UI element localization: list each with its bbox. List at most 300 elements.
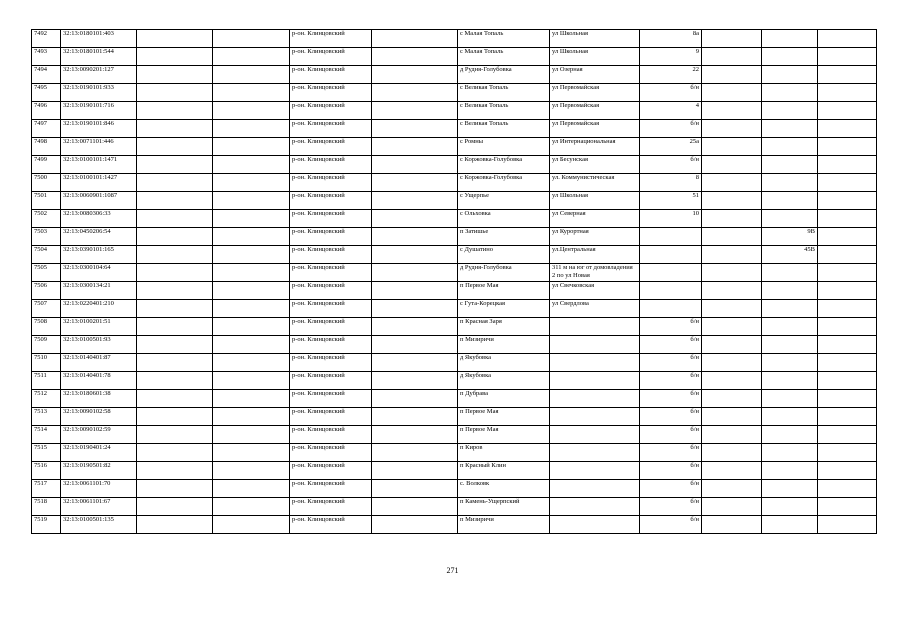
house-number-cell: б/н [640, 84, 702, 102]
empty-cell-cell [213, 282, 290, 300]
locality-cell: п Красный Клин [458, 462, 550, 480]
cadastral-number-cell: 32:13:0100501:135 [61, 516, 137, 534]
row-number-cell: 7513 [32, 408, 61, 426]
empty-cell-cell [702, 516, 762, 534]
empty-cell-cell [818, 498, 877, 516]
empty-cell-cell [137, 516, 213, 534]
empty-cell-cell [213, 192, 290, 210]
building-number-cell [762, 516, 818, 534]
empty-cell-cell [213, 30, 290, 48]
empty-cell-cell [372, 282, 458, 300]
empty-cell-cell [213, 354, 290, 372]
register-sheet [31, 29, 877, 534]
locality-cell: с Малая Топаль [458, 48, 550, 66]
district-cell: р-он. Клинцовский [290, 228, 372, 246]
table-row [32, 462, 877, 480]
row-number-cell: 7505 [32, 264, 61, 282]
cadastral-number-cell: 32:13:0061101:70 [61, 480, 137, 498]
empty-cell-cell [702, 336, 762, 354]
empty-cell-cell [213, 516, 290, 534]
empty-cell-cell [702, 390, 762, 408]
empty-cell-cell [702, 246, 762, 264]
cadastral-number-cell: 32:13:0140401:87 [61, 354, 137, 372]
empty-cell-cell [818, 318, 877, 336]
locality-cell: д Якубовка [458, 354, 550, 372]
empty-cell-cell [818, 462, 877, 480]
table-row [32, 102, 877, 120]
empty-cell-cell [213, 300, 290, 318]
house-number-cell: 51 [640, 192, 702, 210]
district-cell: р-он. Клинцовский [290, 372, 372, 390]
street-cell: ул Первомайская [550, 84, 640, 102]
empty-cell-cell [137, 156, 213, 174]
building-number-cell [762, 264, 818, 282]
empty-cell-cell [372, 498, 458, 516]
building-number-cell [762, 192, 818, 210]
empty-cell-cell [702, 462, 762, 480]
district-cell: р-он. Клинцовский [290, 120, 372, 138]
empty-cell-cell [372, 480, 458, 498]
row-number-cell: 7512 [32, 390, 61, 408]
empty-cell-cell [818, 66, 877, 84]
locality-cell: с Ольховка [458, 210, 550, 228]
district-cell: р-он. Клинцовский [290, 30, 372, 48]
empty-cell-cell [213, 336, 290, 354]
row-number-cell: 7496 [32, 102, 61, 120]
empty-cell-cell [213, 390, 290, 408]
district-cell: р-он. Клинцовский [290, 336, 372, 354]
empty-cell-cell [137, 480, 213, 498]
building-number-cell [762, 156, 818, 174]
street-cell [550, 318, 640, 336]
table-row [32, 480, 877, 498]
empty-cell-cell [372, 84, 458, 102]
empty-cell-cell [372, 138, 458, 156]
district-cell: р-он. Клинцовский [290, 282, 372, 300]
locality-cell: п Мизиричи [458, 336, 550, 354]
table-row [32, 282, 877, 300]
empty-cell-cell [137, 174, 213, 192]
building-number-cell [762, 84, 818, 102]
building-number-cell [762, 408, 818, 426]
empty-cell-cell [137, 138, 213, 156]
empty-cell-cell [213, 102, 290, 120]
house-number-cell: б/н [640, 318, 702, 336]
row-number-cell: 7518 [32, 498, 61, 516]
street-cell [550, 444, 640, 462]
empty-cell-cell [818, 282, 877, 300]
district-cell: р-он. Клинцовский [290, 156, 372, 174]
cadastral-number-cell: 32:13:0300104:64 [61, 264, 137, 282]
cadastral-number-cell: 32:13:0180101:403 [61, 30, 137, 48]
street-cell: ул Первомайская [550, 120, 640, 138]
row-number-cell: 7502 [32, 210, 61, 228]
table-row [32, 354, 877, 372]
empty-cell-cell [372, 390, 458, 408]
empty-cell-cell [372, 264, 458, 282]
table-row [32, 48, 877, 66]
empty-cell-cell [213, 246, 290, 264]
house-number-cell: б/н [640, 498, 702, 516]
house-number-cell: 4 [640, 102, 702, 120]
building-number-cell [762, 426, 818, 444]
empty-cell-cell [372, 30, 458, 48]
empty-cell-cell [372, 48, 458, 66]
table-row [32, 228, 877, 246]
empty-cell-cell [818, 390, 877, 408]
empty-cell-cell [818, 84, 877, 102]
building-number-cell [762, 318, 818, 336]
building-number-cell [762, 48, 818, 66]
empty-cell-cell [213, 66, 290, 84]
locality-cell: п Дубрава [458, 390, 550, 408]
building-number-cell [762, 282, 818, 300]
empty-cell-cell [818, 174, 877, 192]
empty-cell-cell [137, 354, 213, 372]
empty-cell-cell [702, 174, 762, 192]
empty-cell-cell [137, 408, 213, 426]
cadastral-number-cell: 32:13:0190501:82 [61, 462, 137, 480]
district-cell: р-он. Клинцовский [290, 498, 372, 516]
cadastral-number-cell: 32:13:0080306:33 [61, 210, 137, 228]
street-cell: ул.Центральная [550, 246, 640, 264]
locality-cell: с Великая Топаль [458, 102, 550, 120]
cadastral-number-cell: 32:13:0220401:210 [61, 300, 137, 318]
district-cell: р-он. Клинцовский [290, 66, 372, 84]
empty-cell-cell [702, 318, 762, 336]
district-cell: р-он. Клинцовский [290, 300, 372, 318]
locality-cell: с Великая Топаль [458, 84, 550, 102]
table-row [32, 390, 877, 408]
table-row [32, 444, 877, 462]
empty-cell-cell [702, 444, 762, 462]
empty-cell-cell [372, 120, 458, 138]
building-number-cell [762, 462, 818, 480]
locality-cell: с. Волковк [458, 480, 550, 498]
district-cell: р-он. Клинцовский [290, 246, 372, 264]
district-cell: р-он. Клинцовский [290, 354, 372, 372]
house-number-cell: б/н [640, 390, 702, 408]
empty-cell-cell [702, 192, 762, 210]
empty-cell-cell [372, 228, 458, 246]
street-cell: ул Бесунская [550, 156, 640, 174]
cadastral-number-cell: 32:13:0061101:67 [61, 498, 137, 516]
empty-cell-cell [702, 228, 762, 246]
empty-cell-cell [137, 66, 213, 84]
row-number-cell: 7509 [32, 336, 61, 354]
table-row [32, 300, 877, 318]
locality-cell: с Гута-Корецкая [458, 300, 550, 318]
empty-cell-cell [213, 318, 290, 336]
building-number-cell [762, 300, 818, 318]
empty-cell-cell [702, 138, 762, 156]
street-cell: ул Школьная [550, 48, 640, 66]
empty-cell-cell [213, 264, 290, 282]
empty-cell-cell [213, 174, 290, 192]
empty-cell-cell [702, 102, 762, 120]
district-cell: р-он. Клинцовский [290, 102, 372, 120]
empty-cell-cell [372, 300, 458, 318]
house-number-cell [640, 282, 702, 300]
house-number-cell: б/н [640, 462, 702, 480]
empty-cell-cell [372, 66, 458, 84]
house-number-cell: б/н [640, 480, 702, 498]
empty-cell-cell [818, 228, 877, 246]
row-number-cell: 7493 [32, 48, 61, 66]
district-cell: р-он. Клинцовский [290, 462, 372, 480]
street-cell: 311 м на юг от домовладения 2 по ул Новая [550, 264, 640, 282]
empty-cell-cell [137, 246, 213, 264]
empty-cell-cell [213, 372, 290, 390]
empty-cell-cell [818, 372, 877, 390]
empty-cell-cell [213, 426, 290, 444]
table-row [32, 264, 877, 282]
empty-cell-cell [702, 30, 762, 48]
house-number-cell [640, 246, 702, 264]
row-number-cell: 7508 [32, 318, 61, 336]
street-cell: ул Курортная [550, 228, 640, 246]
empty-cell-cell [818, 138, 877, 156]
building-number-cell [762, 444, 818, 462]
empty-cell-cell [818, 246, 877, 264]
empty-cell-cell [213, 498, 290, 516]
empty-cell-cell [702, 408, 762, 426]
empty-cell-cell [372, 156, 458, 174]
empty-cell-cell [818, 354, 877, 372]
cadastral-number-cell: 32:13:0300134:21 [61, 282, 137, 300]
cadastral-number-cell: 32:13:0450206:54 [61, 228, 137, 246]
locality-cell: д Якубовка [458, 372, 550, 390]
house-number-cell: б/н [640, 120, 702, 138]
empty-cell-cell [702, 48, 762, 66]
empty-cell-cell [818, 408, 877, 426]
row-number-cell: 7515 [32, 444, 61, 462]
empty-cell-cell [818, 426, 877, 444]
empty-cell-cell [137, 300, 213, 318]
street-cell: ул. Коммунистическая [550, 174, 640, 192]
empty-cell-cell [818, 210, 877, 228]
table-row [32, 246, 877, 264]
empty-cell-cell [818, 102, 877, 120]
cadastral-number-cell: 32:13:0100201:51 [61, 318, 137, 336]
locality-cell: п Камень-Ущерпский [458, 498, 550, 516]
building-number-cell [762, 210, 818, 228]
empty-cell-cell [137, 372, 213, 390]
empty-cell-cell [702, 210, 762, 228]
building-number-cell [762, 102, 818, 120]
cadastral-number-cell: 32:13:0140401:78 [61, 372, 137, 390]
district-cell: р-он. Клинцовский [290, 408, 372, 426]
locality-cell: с Коржовка-Голубовка [458, 156, 550, 174]
empty-cell-cell [137, 192, 213, 210]
empty-cell-cell [137, 102, 213, 120]
row-number-cell: 7495 [32, 84, 61, 102]
row-number-cell: 7519 [32, 516, 61, 534]
building-number-cell [762, 174, 818, 192]
empty-cell-cell [137, 84, 213, 102]
empty-cell-cell [818, 516, 877, 534]
locality-cell: с Ромны [458, 138, 550, 156]
building-number-cell: 45В [762, 246, 818, 264]
empty-cell-cell [213, 84, 290, 102]
row-number-cell: 7510 [32, 354, 61, 372]
empty-cell-cell [213, 138, 290, 156]
building-number-cell [762, 336, 818, 354]
empty-cell-cell [213, 48, 290, 66]
table-row [32, 426, 877, 444]
district-cell: р-он. Клинцовский [290, 516, 372, 534]
table-row [32, 372, 877, 390]
street-cell: ул Свердлова [550, 300, 640, 318]
empty-cell-cell [702, 300, 762, 318]
table-row [32, 210, 877, 228]
empty-cell-cell [213, 480, 290, 498]
house-number-cell: б/н [640, 354, 702, 372]
cadastral-number-cell: 32:13:0100501:93 [61, 336, 137, 354]
district-cell: р-он. Клинцовский [290, 480, 372, 498]
empty-cell-cell [372, 318, 458, 336]
cadastral-number-cell: 32:13:0190101:716 [61, 102, 137, 120]
table-row [32, 192, 877, 210]
locality-cell: д Рудня-Голубовка [458, 264, 550, 282]
table-row [32, 120, 877, 138]
empty-cell-cell [213, 462, 290, 480]
cadastral-number-cell: 32:13:0090102:59 [61, 426, 137, 444]
cadastral-number-cell: 32:13:0090201:127 [61, 66, 137, 84]
empty-cell-cell [137, 426, 213, 444]
cadastral-number-cell: 32:13:0390101:165 [61, 246, 137, 264]
building-number-cell [762, 390, 818, 408]
empty-cell-cell [818, 192, 877, 210]
empty-cell-cell [818, 30, 877, 48]
cadastral-number-cell: 32:13:0071101:446 [61, 138, 137, 156]
empty-cell-cell [372, 210, 458, 228]
empty-cell-cell [702, 480, 762, 498]
row-number-cell: 7516 [32, 462, 61, 480]
row-number-cell: 7500 [32, 174, 61, 192]
table-row [32, 318, 877, 336]
locality-cell: п Первое Мая [458, 408, 550, 426]
empty-cell-cell [137, 498, 213, 516]
empty-cell-cell [372, 102, 458, 120]
empty-cell-cell [137, 48, 213, 66]
empty-cell-cell [137, 390, 213, 408]
house-number-cell: б/н [640, 336, 702, 354]
street-cell [550, 390, 640, 408]
district-cell: р-он. Клинцовский [290, 390, 372, 408]
empty-cell-cell [137, 444, 213, 462]
locality-cell: с Великая Топаль [458, 120, 550, 138]
row-number-cell: 7492 [32, 30, 61, 48]
street-cell [550, 336, 640, 354]
locality-cell: с Душатино [458, 246, 550, 264]
empty-cell-cell [213, 408, 290, 426]
locality-cell: п Киров [458, 444, 550, 462]
house-number-cell: 9 [640, 48, 702, 66]
empty-cell-cell [372, 516, 458, 534]
empty-cell-cell [213, 156, 290, 174]
empty-cell-cell [372, 444, 458, 462]
building-number-cell [762, 498, 818, 516]
locality-cell: п Затишье [458, 228, 550, 246]
empty-cell-cell [372, 192, 458, 210]
table-row [32, 66, 877, 84]
empty-cell-cell [818, 300, 877, 318]
cadastral-number-cell: 32:13:0190101:933 [61, 84, 137, 102]
street-cell: ул Школьная [550, 30, 640, 48]
empty-cell-cell [137, 336, 213, 354]
house-number-cell [640, 228, 702, 246]
row-number-cell: 7506 [32, 282, 61, 300]
district-cell: р-он. Клинцовский [290, 444, 372, 462]
house-number-cell: б/н [640, 408, 702, 426]
building-number-cell [762, 120, 818, 138]
district-cell: р-он. Клинцовский [290, 174, 372, 192]
cadastral-number-cell: 32:13:0190401:24 [61, 444, 137, 462]
empty-cell-cell [818, 444, 877, 462]
locality-cell: п Мизиричи [458, 516, 550, 534]
empty-cell-cell [702, 282, 762, 300]
empty-cell-cell [372, 336, 458, 354]
empty-cell-cell [137, 210, 213, 228]
table-row [32, 138, 877, 156]
district-cell: р-он. Клинцовский [290, 318, 372, 336]
empty-cell-cell [702, 156, 762, 174]
empty-cell-cell [818, 336, 877, 354]
table-row [32, 84, 877, 102]
district-cell: р-он. Клинцовский [290, 138, 372, 156]
building-number-cell [762, 372, 818, 390]
row-number-cell: 7507 [32, 300, 61, 318]
house-number-cell: б/н [640, 372, 702, 390]
cadastral-number-cell: 32:13:0060901:1087 [61, 192, 137, 210]
empty-cell-cell [372, 462, 458, 480]
cadastral-number-cell: 32:13:0180601:38 [61, 390, 137, 408]
street-cell [550, 480, 640, 498]
house-number-cell: 25а [640, 138, 702, 156]
cadastral-number-cell: 32:13:0180101:544 [61, 48, 137, 66]
empty-cell-cell [137, 318, 213, 336]
building-number-cell: 9В [762, 228, 818, 246]
table-row [32, 408, 877, 426]
empty-cell-cell [818, 48, 877, 66]
house-number-cell: б/н [640, 516, 702, 534]
house-number-cell: 8а [640, 30, 702, 48]
empty-cell-cell [818, 120, 877, 138]
empty-cell-cell [372, 246, 458, 264]
row-number-cell: 7497 [32, 120, 61, 138]
empty-cell-cell [137, 462, 213, 480]
empty-cell-cell [818, 480, 877, 498]
cadastral-number-cell: 32:13:0190101:846 [61, 120, 137, 138]
empty-cell-cell [137, 30, 213, 48]
house-number-cell [640, 264, 702, 282]
table-row [32, 498, 877, 516]
empty-cell-cell [372, 354, 458, 372]
street-cell [550, 462, 640, 480]
street-cell: ул Первомайская [550, 102, 640, 120]
district-cell: р-он. Клинцовский [290, 210, 372, 228]
row-number-cell: 7498 [32, 138, 61, 156]
row-number-cell: 7494 [32, 66, 61, 84]
district-cell: р-он. Клинцовский [290, 264, 372, 282]
empty-cell-cell [372, 408, 458, 426]
empty-cell-cell [702, 264, 762, 282]
house-number-cell: б/н [640, 444, 702, 462]
table-row [32, 30, 877, 48]
empty-cell-cell [213, 444, 290, 462]
street-cell: ул Школьная [550, 192, 640, 210]
